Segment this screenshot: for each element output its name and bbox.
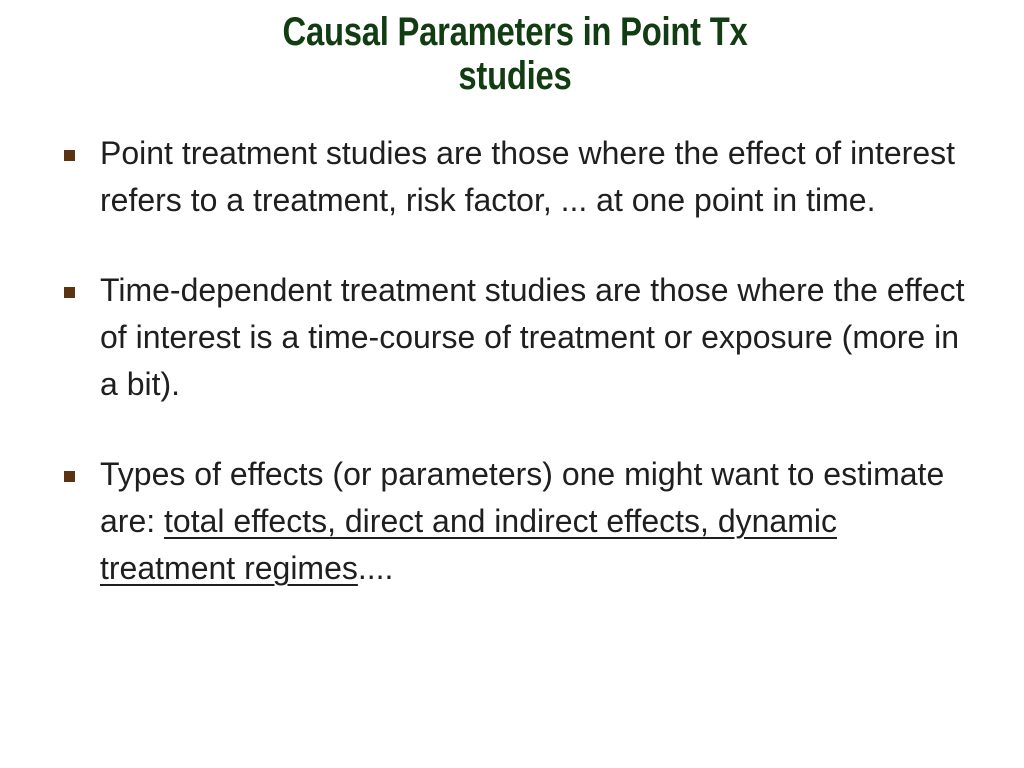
- underlined-effects-list: total effects, direct and indirect effects, dynamic treatment regimes: [100, 503, 837, 586]
- bullet-list: [0, 130, 1024, 635]
- bullet-text: Types of effects (or parameters) one might want to estimate are:: [100, 456, 945, 539]
- bullet-text-ellipsis: ....: [357, 550, 394, 586]
- bullet-text: Time-dependent treatment studies are those where the effect of interest is a time-course of treatment or exposure (more in a bit).: [100, 272, 965, 402]
- bullet-text: Point treatment studies are those where the effect of interest refers to a treatment, risk factor, ... at one point in time.: [100, 135, 955, 218]
- square-bullet-icon: [64, 150, 75, 161]
- slide-title-line-2: studies: [458, 54, 572, 98]
- slide-title: [93, 10, 938, 98]
- slide-title-line-1: Causal Parameters in Point Tx: [282, 10, 748, 54]
- square-bullet-icon: [64, 471, 75, 482]
- square-bullet-icon: [64, 287, 75, 298]
- bullet-item-time-dependent: [0, 267, 1024, 408]
- bullet-item-point-treatment: [0, 130, 1024, 224]
- bullet-item-types-of-effects: [0, 451, 1024, 592]
